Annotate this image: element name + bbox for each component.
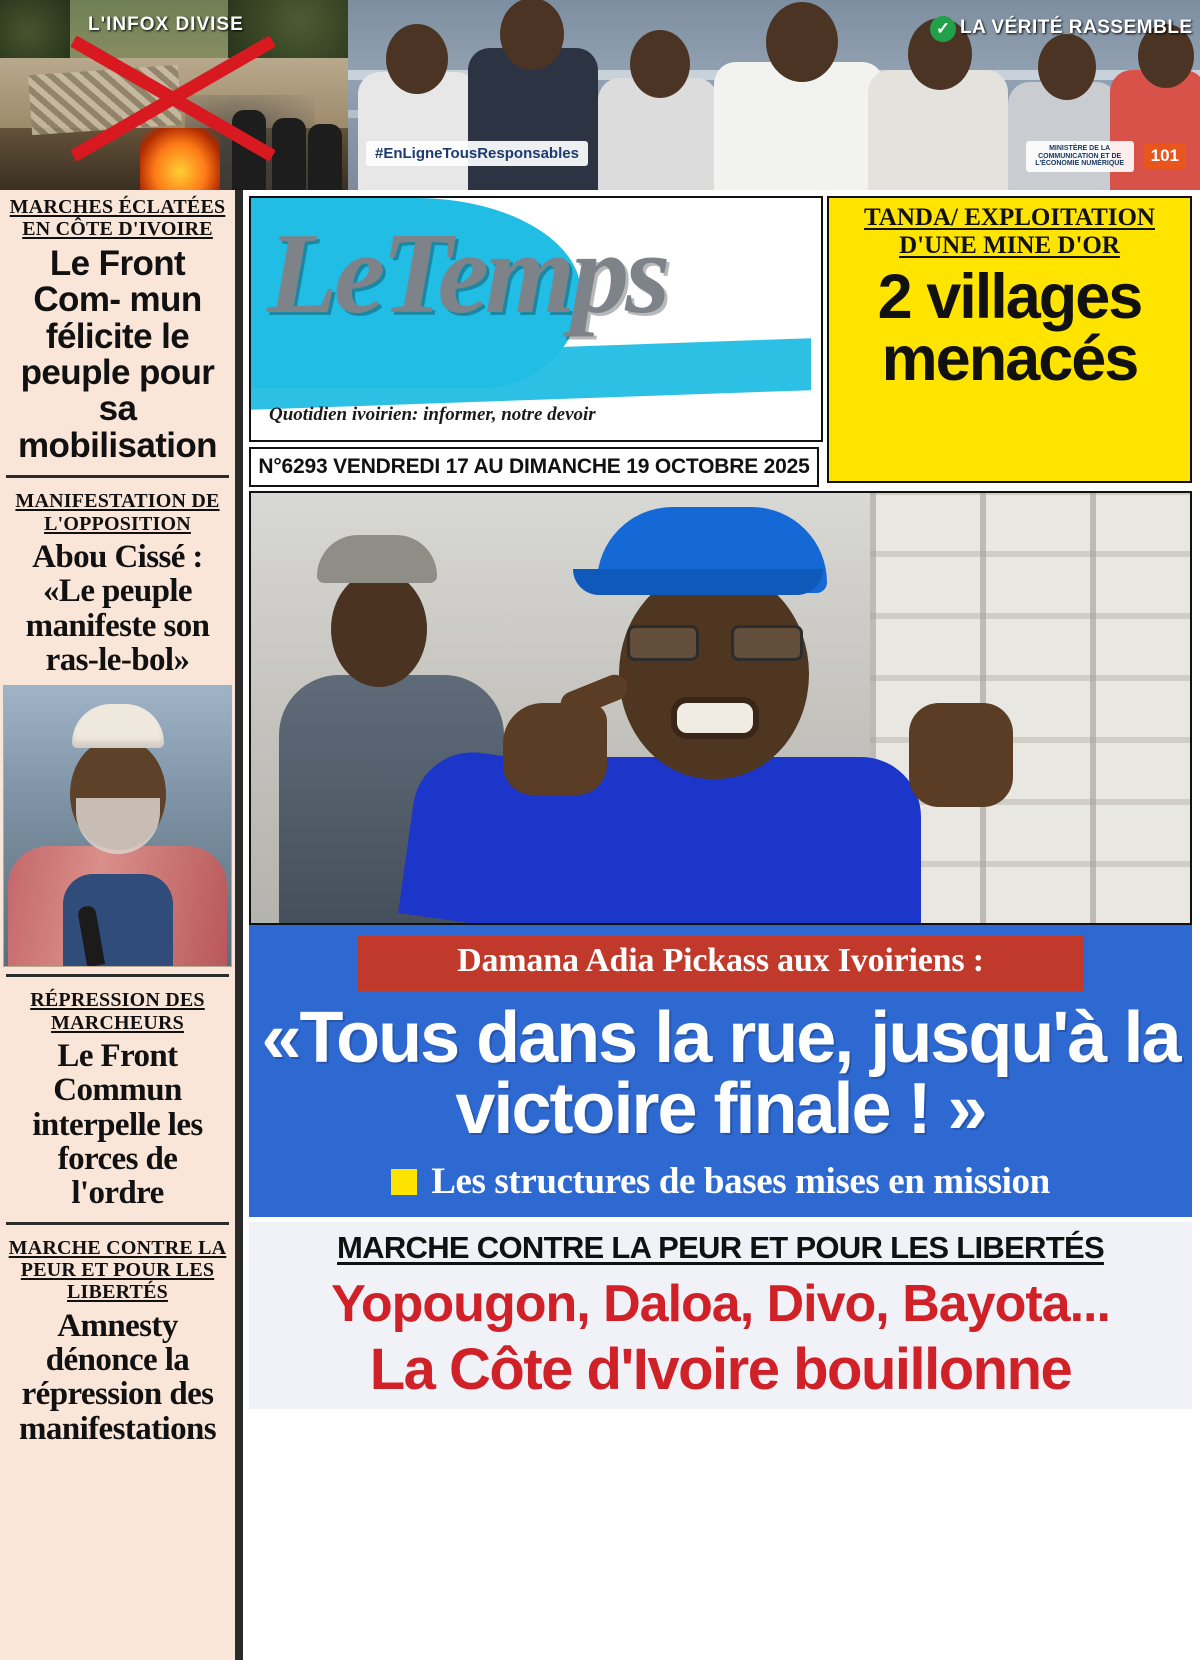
sidebar-title: Amnesty dénonce la répression des manifestations (19, 1307, 216, 1447)
bottom-headline-line2: La Côte d'Ivoire bouillonne (369, 1337, 1072, 1403)
masthead-logo-box (249, 196, 823, 442)
issue-line: N°6293 VENDREDI 17 AU DIMANCHE 19 OCTOBRE 2025 (249, 447, 819, 487)
banner-left-label: L'INFOX DIVISE (88, 14, 244, 35)
masthead-row (243, 190, 1200, 485)
sidebar-kicker: MARCHE CONTRE LA PEUR ET POUR LES LIBERTÉS (8, 1236, 227, 1304)
page-content (0, 190, 1200, 1660)
sidebar-kicker: RÉPRESSION DES MARCHEURS (30, 989, 205, 1034)
divider (6, 475, 229, 478)
top-advert-banner (0, 0, 1200, 190)
yellow-teaser-title: 2 villages menacés (877, 262, 1142, 394)
bottom-kicker: MARCHE CONTRE LA PEUR ET POUR LES LIBERTÉS (337, 1230, 1104, 1266)
sidebar-item-manifestation-opposition[interactable] (0, 484, 235, 681)
face-shape (619, 569, 809, 779)
lead-name-bar: Damana Adia Pickass aux Ivoiriens : (358, 935, 1084, 991)
newspaper-slogan: Quotidien ivoirien: informer, notre devoir (269, 404, 596, 425)
crowd-person (1110, 70, 1200, 190)
sidebar-photo-abou-cisse (3, 685, 232, 967)
crowd-person-head (500, 0, 564, 70)
ministry-logo: MINISTÈRE DE LA COMMUNICATION ET DE L'ÉCONOMIE NUMÉRIQUE (1026, 141, 1134, 172)
bottom-headline-line1: Yopougon, Daloa, Divo, Bayota... (331, 1275, 1110, 1334)
crowd-person-head (386, 24, 448, 94)
banner-right-label: LA VÉRITÉ RASSEMBLE (960, 17, 1193, 38)
sidebar-item-marche-contre-la-peur[interactable] (0, 1231, 235, 1450)
newspaper-title: LeTemps (267, 210, 667, 338)
sidebar-kicker: MARCHES ÉCLATÉES EN CÔTE D'IVOIRE (9, 196, 226, 241)
foreground-person-damana (501, 507, 971, 923)
protester-silhouette (308, 124, 342, 190)
number-101-logo: 101 (1144, 143, 1186, 169)
sidebar-kicker: MANIFESTATION DE L'OPPOSITION (15, 490, 220, 535)
divider (6, 1222, 229, 1225)
bottom-story-block[interactable] (249, 1222, 1192, 1409)
lead-subhead-row (259, 1160, 1182, 1203)
cap-shape (72, 704, 164, 748)
sidebar-item-repression-marcheurs[interactable] (0, 983, 235, 1214)
yellow-teaser-box[interactable] (827, 196, 1192, 483)
lead-photo (249, 491, 1192, 925)
mouth-shape (677, 703, 753, 733)
sidebar (0, 190, 243, 1660)
crowd-person-head (630, 30, 690, 98)
crowd-person-head (1038, 34, 1096, 100)
lead-subhead: Les structures de bases mises en mission (431, 1161, 1050, 1203)
glasses-icon (627, 625, 803, 655)
hashtag-label: #EnLigneTousResponsables (366, 141, 588, 166)
masthead (249, 196, 819, 485)
lead-headline: «Tous dans la rue, jusqu'à la victoire finale ! » (261, 998, 1180, 1149)
banner-infox-image (0, 0, 348, 190)
bullet-square-icon (391, 1169, 417, 1195)
fist-shape (909, 703, 1013, 807)
cap-shape (317, 535, 437, 583)
sidebar-title: Abou Cissé : «Le peuple manifeste son ras-le-bol» (25, 538, 210, 678)
cap-shape (597, 507, 827, 593)
main-column (243, 190, 1200, 1660)
banner-logos (1026, 141, 1186, 172)
divider (6, 974, 229, 977)
face-shape (331, 571, 427, 687)
crowd-person-head (766, 2, 838, 82)
sidebar-title: Le Front Commun interpelle les forces de l'ordre (32, 1037, 203, 1212)
lead-story-block[interactable] (249, 925, 1192, 1217)
check-icon: ✓ (930, 16, 956, 42)
yellow-teaser-kicker: TANDA/ EXPLOITATION D'UNE MINE D'OR (863, 204, 1155, 259)
red-cross-icon (58, 30, 268, 160)
sidebar-item-marches-eclatees[interactable] (0, 190, 235, 468)
pointing-hand-shape (503, 703, 607, 795)
banner-verite-image (348, 0, 1200, 190)
protester-silhouette (272, 118, 306, 190)
sidebar-title: Le Front Com- mun félicite le peuple pour sa mobilisation (18, 243, 217, 465)
